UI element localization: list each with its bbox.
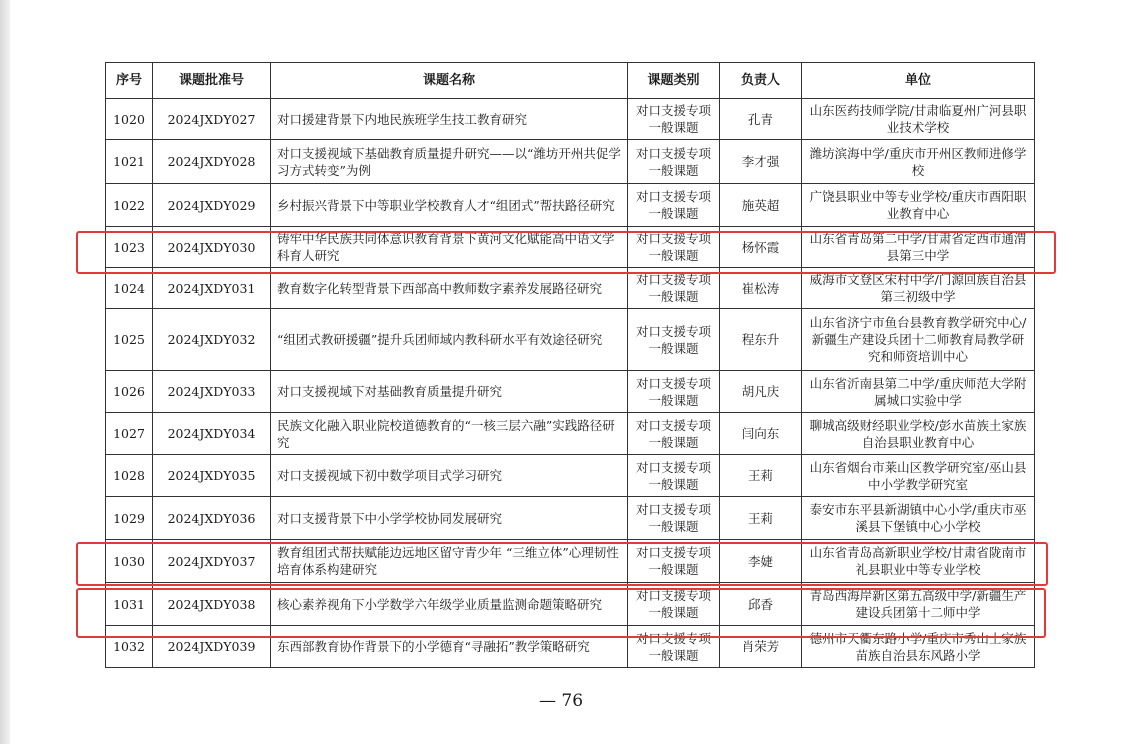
- row-number: 1022: [106, 184, 153, 227]
- header-no: 序号: [106, 63, 153, 99]
- approval-code: 2024JXDY037: [153, 540, 271, 583]
- project-unit: 潍坊滨海中学/重庆市开州区教师进修学校: [802, 140, 1035, 184]
- project-unit: 山东省沂南县第二中学/重庆师范大学附属城口实验中学: [802, 371, 1035, 413]
- project-category: 对口支援专项一般课题: [628, 268, 720, 309]
- approval-code: 2024JXDY032: [153, 309, 271, 371]
- project-category: 对口支援专项一般课题: [628, 626, 720, 668]
- approval-code: 2024JXDY029: [153, 184, 271, 227]
- approval-code: 2024JXDY031: [153, 268, 271, 309]
- project-unit: 青岛西海岸新区第五高级中学/新疆生产建设兵团第十二师中学: [802, 583, 1035, 626]
- table-header-row: [106, 63, 1035, 99]
- approval-code: 2024JXDY035: [153, 455, 271, 497]
- row-number: 1031: [106, 583, 153, 626]
- project-unit: 德州市天衢东路小学/重庆市秀山土家族苗族自治县东风路小学: [802, 626, 1035, 668]
- project-title: 民族文化融入职业院校道德教育的“一核三层六融”实践路径研究: [271, 413, 628, 455]
- project-title: 东西部教育协作背景下的小学德育“寻融拓”教学策略研究: [271, 626, 628, 668]
- table-row: [106, 371, 1035, 413]
- project-title: “组团式教研援疆”提升兵团师域内教科研水平有效途径研究: [271, 309, 628, 371]
- project-leader: 杨怀霞: [720, 227, 802, 268]
- project-leader: 李婕: [720, 540, 802, 583]
- project-leader: 李才强: [720, 140, 802, 184]
- table-row: [106, 413, 1035, 455]
- project-category: 对口支援专项一般课题: [628, 227, 720, 268]
- project-unit: 威海市文登区宋村中学/门源回族自治县第三初级中学: [802, 268, 1035, 309]
- project-unit: 山东省青岛高新职业学校/甘肃省陇南市礼县职业中等专业学校: [802, 540, 1035, 583]
- row-number: 1029: [106, 497, 153, 540]
- project-title: 对口援建背景下内地民族班学生技工教育研究: [271, 99, 628, 140]
- row-number: 1023: [106, 227, 153, 268]
- project-title: 铸牢中华民族共同体意识教育背景下黄河文化赋能高中语文学科育人研究: [271, 227, 628, 268]
- project-category: 对口支援专项一般课题: [628, 140, 720, 184]
- project-title: 教育数字化转型背景下西部高中教师数字素养发展路径研究: [271, 268, 628, 309]
- project-category: 对口支援专项一般课题: [628, 540, 720, 583]
- row-number: 1025: [106, 309, 153, 371]
- row-number: 1024: [106, 268, 153, 309]
- approval-code: 2024JXDY034: [153, 413, 271, 455]
- project-category: 对口支援专项一般课题: [628, 455, 720, 497]
- project-leader: 施英超: [720, 184, 802, 227]
- project-title: 乡村振兴背景下中等职业学校教育人才“组团式”帮扶路径研究: [271, 184, 628, 227]
- project-leader: 孔青: [720, 99, 802, 140]
- header-category: 课题类别: [628, 63, 720, 99]
- project-title: 核心素养视角下小学数学六年级学业质量监测命题策略研究: [271, 583, 628, 626]
- project-leader: 王莉: [720, 497, 802, 540]
- project-unit: 聊城高级财经职业学校/彭水苗族土家族自治县职业教育中心: [802, 413, 1035, 455]
- approval-code: 2024JXDY033: [153, 371, 271, 413]
- project-leader: 王莉: [720, 455, 802, 497]
- project-title: 对口支援背景下中小学学校协同发展研究: [271, 497, 628, 540]
- project-leader: 程东升: [720, 309, 802, 371]
- row-number: 1021: [106, 140, 153, 184]
- project-category: 对口支援专项一般课题: [628, 184, 720, 227]
- project-title: 教育组团式帮扶赋能边远地区留守青少年 “三维立体”心理韧性培育体系构建研究: [271, 540, 628, 583]
- approval-code: 2024JXDY028: [153, 140, 271, 184]
- project-category: 对口支援专项一般课题: [628, 413, 720, 455]
- header-code: 课题批准号: [153, 63, 271, 99]
- table-row: [106, 540, 1035, 583]
- approval-code: 2024JXDY038: [153, 583, 271, 626]
- page-edge: [0, 0, 10, 744]
- project-leader: 闫向东: [720, 413, 802, 455]
- table-row: [106, 184, 1035, 227]
- project-title: 对口支援视域下初中数学项目式学习研究: [271, 455, 628, 497]
- row-number: 1026: [106, 371, 153, 413]
- project-unit: 山东医药技师学院/甘肃临夏州广河县职业技术学校: [802, 99, 1035, 140]
- table-row: [106, 626, 1035, 668]
- table-row: [106, 309, 1035, 371]
- table-row: [106, 268, 1035, 309]
- table-row: [106, 99, 1035, 140]
- project-title: 对口支援视域下对基础教育质量提升研究: [271, 371, 628, 413]
- project-leader: 崔松涛: [720, 268, 802, 309]
- approval-code: 2024JXDY039: [153, 626, 271, 668]
- project-category: 对口支援专项一般课题: [628, 371, 720, 413]
- table-row: [106, 455, 1035, 497]
- row-number: 1020: [106, 99, 153, 140]
- project-table: [105, 62, 1035, 668]
- header-unit: 单位: [802, 63, 1035, 99]
- row-number: 1032: [106, 626, 153, 668]
- project-title: 对口支援视域下基础教育质量提升研究——以“潍坊开州共促学习方式转变”为例: [271, 140, 628, 184]
- table-row: [106, 497, 1035, 540]
- project-table-container: [105, 62, 1034, 668]
- page-number: — 76: [538, 691, 584, 711]
- approval-code: 2024JXDY030: [153, 227, 271, 268]
- project-leader: 胡凡庆: [720, 371, 802, 413]
- project-unit: 山东省济宁市鱼台县教育教学研究中心/新疆生产建设兵团十二师教育局教学研究和师资培训中心: [802, 309, 1035, 371]
- header-leader: 负责人: [720, 63, 802, 99]
- header-title: 课题名称: [271, 63, 628, 99]
- project-category: 对口支援专项一般课题: [628, 583, 720, 626]
- project-unit: 山东省烟台市莱山区教学研究室/巫山县中小学教学研究室: [802, 455, 1035, 497]
- project-unit: 山东省青岛第二中学/甘肃省定西市通渭县第三中学: [802, 227, 1035, 268]
- table-row: [106, 140, 1035, 184]
- project-leader: 邱香: [720, 583, 802, 626]
- project-category: 对口支援专项一般课题: [628, 309, 720, 371]
- project-category: 对口支援专项一般课题: [628, 497, 720, 540]
- project-unit: 泰安市东平县新湖镇中心小学/重庆市巫溪县下堡镇中心小学校: [802, 497, 1035, 540]
- row-number: 1030: [106, 540, 153, 583]
- row-number: 1027: [106, 413, 153, 455]
- table-row: [106, 227, 1035, 268]
- row-number: 1028: [106, 455, 153, 497]
- table-row: [106, 583, 1035, 626]
- approval-code: 2024JXDY027: [153, 99, 271, 140]
- project-unit: 广饶县职业中等专业学校/重庆市酉阳职业教育中心: [802, 184, 1035, 227]
- approval-code: 2024JXDY036: [153, 497, 271, 540]
- project-category: 对口支援专项一般课题: [628, 99, 720, 140]
- project-leader: 肖荣芳: [720, 626, 802, 668]
